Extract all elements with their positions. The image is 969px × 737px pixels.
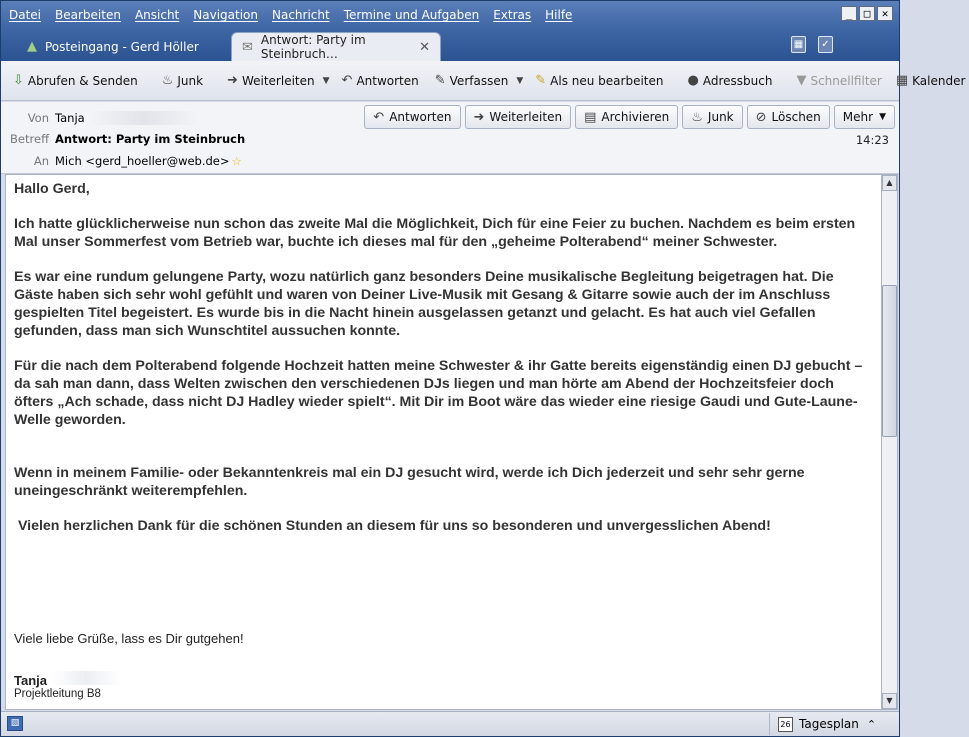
quick-filter-button[interactable]: ▼ Schnellfilter bbox=[796, 73, 882, 88]
tab-close-icon[interactable]: ✕ bbox=[419, 39, 430, 55]
menu-bar bbox=[1, 1, 899, 29]
paragraph-5: Vielen herzlichen Dank für die schönen Stunden an diesem für uns so besonderen und unvergesslichen Abend! bbox=[14, 518, 771, 534]
tab-message[interactable] bbox=[231, 32, 441, 61]
from-row bbox=[9, 111, 199, 125]
archive-box-icon: ▤ bbox=[584, 109, 597, 125]
tab-inbox[interactable] bbox=[17, 32, 227, 61]
reply-button[interactable]: ↶ Antworten bbox=[364, 105, 460, 129]
compose-pencil-icon: ✎ bbox=[434, 73, 446, 88]
inbox-icon: ▲ bbox=[27, 39, 37, 54]
scroll-thumb[interactable] bbox=[882, 285, 897, 437]
forward-toolbar-button[interactable]: ➜ Weiterleiten bbox=[227, 73, 315, 88]
edit-as-new-icon: ✎ bbox=[535, 73, 547, 88]
signature-role: Projektleitung B8 bbox=[14, 688, 101, 700]
paragraph-2: Es war eine rundum gelungene Party, wozu natürlich ganz besonders Deine musikalische Begleitung beigetragen hat. Die Gäste haben sich sehr wohl gefühlt und waren von Deiner Live-Musik mit Gesang & Gitarre sowie auch der im Anschluss gespielten Titel begeistert. Es wurde bis in die Nacht hinein ausgelassen getanzt und gelacht. Es hat auch viel Gefallen gefunden, dass man sich Wunschtitel aussuchen konnte. bbox=[14, 269, 834, 339]
edit-as-new-button[interactable]: ✎ Als neu bearbeiten bbox=[535, 73, 664, 88]
from-label: Von bbox=[27, 111, 49, 125]
subject-row bbox=[9, 132, 245, 146]
reply-icon: ↶ bbox=[373, 109, 385, 125]
menu-termine[interactable]: Termine und Aufgaben bbox=[343, 8, 480, 22]
header-actions bbox=[364, 105, 895, 129]
tabbar-icons bbox=[791, 36, 833, 53]
message-time: 14:23 bbox=[855, 133, 889, 147]
delete-button[interactable]: ⊘ Löschen bbox=[747, 105, 830, 129]
forward-button[interactable]: ➜ Weiterleiten bbox=[465, 105, 572, 129]
today-pane-toggle[interactable] bbox=[769, 713, 879, 735]
more-dropdown-icon: ▼ bbox=[879, 112, 886, 122]
reply-arrow-icon: ↶ bbox=[341, 73, 353, 88]
filter-funnel-icon: ▼ bbox=[796, 73, 807, 88]
calendar-icon: ▦ bbox=[895, 73, 909, 88]
junk-button[interactable]: ♨ Junk bbox=[682, 105, 742, 129]
menu-datei[interactable]: Datei bbox=[9, 8, 42, 22]
minimize-button[interactable]: _ bbox=[841, 6, 857, 21]
to-value[interactable]: Mich <gerd_hoeller@web.de> bbox=[55, 154, 230, 168]
menu-hilfe[interactable]: Hilfe bbox=[545, 8, 573, 22]
compose-dropdown-icon[interactable]: ▼ bbox=[516, 75, 524, 86]
paragraph-4: Wenn in meinem Familie- oder Bekanntenkreis mal ein DJ gesucht wird, werde ich Dich jederzeit und sehr sehr gerne uneingeschränkt weiterempfehlen. bbox=[14, 465, 805, 499]
scroll-down-icon[interactable]: ▼ bbox=[882, 693, 897, 709]
calendar-tab-icon[interactable]: ▦ bbox=[791, 36, 806, 53]
redacted-surname bbox=[89, 111, 199, 125]
delete-icon: ⊘ bbox=[755, 109, 767, 125]
junk-toolbar-button[interactable]: ♨ Junk bbox=[161, 73, 204, 88]
window-controls bbox=[841, 6, 893, 21]
menu-ansicht[interactable]: Ansicht bbox=[134, 8, 180, 22]
forward-dropdown-icon[interactable]: ▼ bbox=[322, 75, 330, 86]
subject-label: Betreff bbox=[10, 132, 49, 146]
forward-icon: ➜ bbox=[473, 109, 485, 125]
tasks-tab-icon[interactable]: ✓ bbox=[818, 36, 833, 53]
scroll-up-icon[interactable]: ▲ bbox=[882, 175, 897, 191]
envelope-icon: ✉ bbox=[242, 39, 253, 55]
calendar-button[interactable]: ▦ Kalender bbox=[895, 73, 966, 88]
paragraph-3: Für die nach dem Polterabend folgende Hochzeit hatten meine Schwester & ihr Gatte bereits eigenständig einen DJ gebucht – da sah man dann, dass Welten zwischen den verschiedenen DJs liegen und man hörte am Abend der Hochzeitsfeier doch öfters „Ach schade, dass nicht DJ Hadley wieder spielt“. Mit Dir im Boot wäre das wieder eine riesige Gaudi und Gute-Laune-Welle geworden. bbox=[14, 358, 863, 428]
chevron-up-icon: ⌃ bbox=[866, 717, 877, 731]
menu-navigation[interactable]: Navigation bbox=[193, 8, 258, 22]
star-icon[interactable]: ☆ bbox=[231, 154, 242, 168]
main-toolbar bbox=[1, 61, 966, 101]
tab-message-label: Antwort: Party im Steinbruch… bbox=[260, 33, 366, 61]
message-header bbox=[1, 102, 899, 174]
calendar-day-icon: 26 bbox=[778, 717, 793, 732]
paragraph-1: Ich hatte glücklicherweise nun schon das zweite Mal die Möglichkeit, Dich für eine Feier zu buchen. Nachdem es beim ersten Mal unser Sommerfest vom Betrieb war, buchte ich dieses mal für den „geheime Polterabend“ meiner Schwester. bbox=[14, 216, 856, 250]
get-mail-icon: ⇩ bbox=[13, 73, 24, 88]
more-button[interactable]: Mehr ▼ bbox=[834, 105, 895, 129]
tab-inbox-label: Posteingang - Gerd Höller bbox=[45, 39, 199, 54]
address-book-button[interactable]: ● Adressbuch bbox=[687, 73, 773, 88]
forward-arrow-icon: ➜ bbox=[227, 73, 238, 88]
message-body[interactable] bbox=[5, 174, 882, 710]
maximize-button[interactable]: □ bbox=[859, 6, 875, 21]
greeting: Hallo Gerd, bbox=[14, 181, 90, 197]
archive-button[interactable]: ▤ Archivieren bbox=[575, 105, 678, 129]
menu-extras[interactable]: Extras bbox=[493, 8, 532, 22]
message-scrollbar[interactable] bbox=[881, 174, 898, 710]
close-window-button[interactable]: ✕ bbox=[877, 6, 893, 21]
menu-bearbeiten[interactable]: Bearbeiten bbox=[55, 8, 121, 22]
menu-nachricht[interactable]: Nachricht bbox=[272, 8, 330, 22]
reply-toolbar-button[interactable]: ↶ Antworten bbox=[341, 73, 419, 88]
get-mail-button[interactable]: ⇩ Abrufen & Senden bbox=[13, 73, 138, 88]
junk-icon: ♨ bbox=[691, 109, 703, 125]
redacted-signature-surname bbox=[51, 671, 121, 685]
subject-value: Antwort: Party im Steinbruch bbox=[55, 132, 246, 146]
junk-flame-icon: ♨ bbox=[161, 73, 174, 88]
online-status-icon[interactable]: ▧ bbox=[7, 716, 23, 731]
to-label: An bbox=[33, 154, 49, 168]
address-book-person-icon: ● bbox=[687, 73, 699, 88]
from-value[interactable]: Tanja bbox=[55, 111, 85, 125]
message-text bbox=[14, 180, 876, 552]
today-pane-label: Tagesplan bbox=[799, 717, 859, 731]
status-bar bbox=[1, 711, 899, 736]
closing-line: Viele liebe Grüße, lass es Dir gutgehen! bbox=[14, 631, 244, 646]
tab-bar bbox=[1, 29, 899, 61]
signature-name: Tanja bbox=[14, 671, 121, 688]
to-row bbox=[9, 154, 242, 168]
compose-button[interactable]: ✎ Verfassen bbox=[434, 73, 509, 88]
